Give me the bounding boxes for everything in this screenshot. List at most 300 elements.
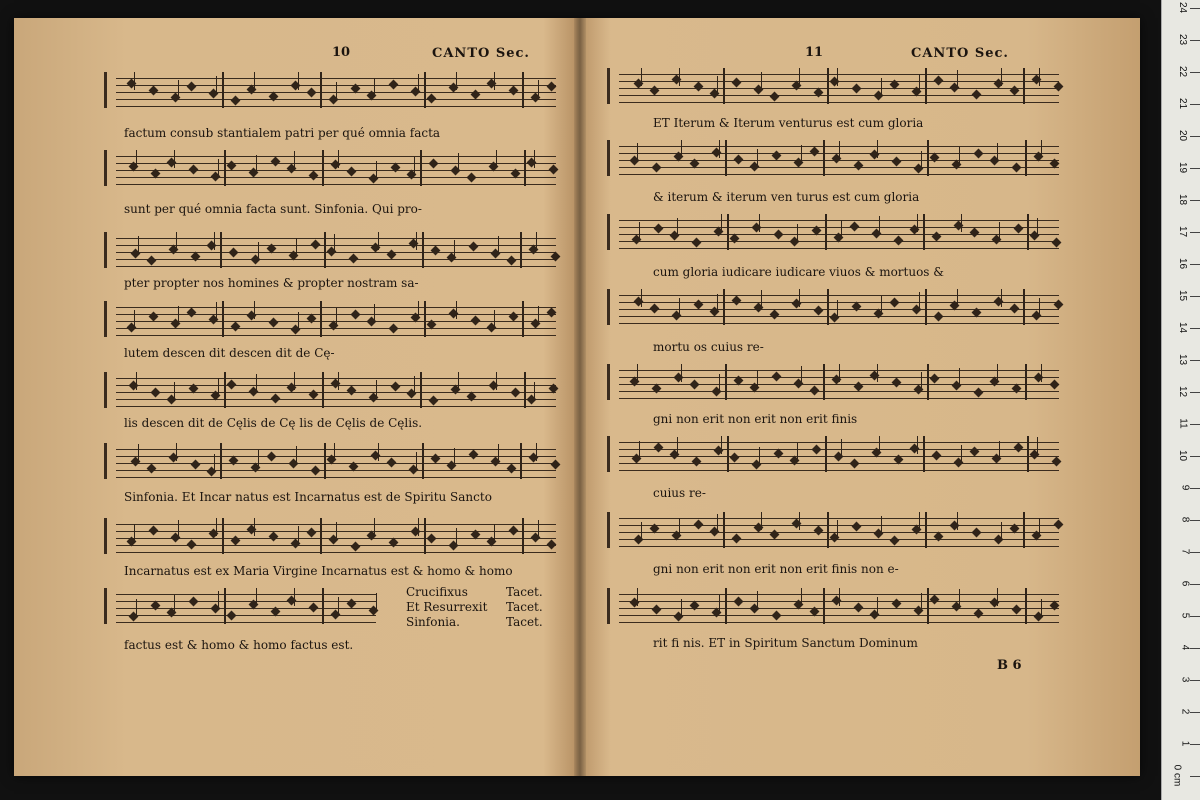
ruler-tick (1190, 712, 1200, 713)
ruler-tick (1190, 40, 1200, 41)
bar-line (522, 518, 524, 554)
bar-line (320, 518, 322, 554)
music-note (852, 522, 862, 532)
music-note (227, 611, 237, 621)
note-stem (797, 443, 798, 461)
bar-line (925, 68, 927, 104)
music-note (894, 455, 904, 465)
bar-line (222, 518, 224, 554)
music-staff-3 (116, 232, 556, 268)
music-note (229, 456, 239, 466)
tacet-value-2: Tacet. (506, 600, 543, 614)
note-stem (494, 310, 495, 328)
bar-line (322, 150, 324, 186)
note-stem (801, 588, 802, 606)
note-stem (637, 143, 638, 161)
music-note (547, 540, 557, 550)
ruler-number: 11 (1177, 418, 1189, 429)
music-staff-r5 (619, 364, 1059, 400)
note-stem (997, 364, 998, 382)
music-note (149, 312, 159, 322)
music-note (1012, 384, 1022, 394)
music-note (970, 228, 980, 238)
note-stem (418, 518, 419, 536)
bar-line (1023, 289, 1025, 325)
ruler-number: 6 (1179, 580, 1191, 587)
note-stem (178, 520, 179, 538)
music-note (814, 88, 824, 98)
bar-line (1025, 364, 1027, 400)
music-note (1012, 605, 1022, 615)
bar-line (927, 140, 929, 176)
note-stem (677, 218, 678, 236)
bar-line (923, 436, 925, 472)
note-stem (959, 368, 960, 386)
ruler-number: 12 (1176, 385, 1188, 398)
right-folio: 11 (805, 45, 824, 60)
music-note (1010, 86, 1020, 96)
music-note (391, 382, 401, 392)
note-stem (881, 78, 882, 96)
note-stem (296, 446, 297, 464)
music-note (1012, 163, 1022, 173)
music-staff-r1 (619, 68, 1059, 104)
music-note (307, 88, 317, 98)
music-note (351, 542, 361, 552)
note-stem (298, 72, 299, 90)
ruler-tick (1190, 168, 1200, 169)
music-note (814, 306, 824, 316)
music-note (694, 520, 704, 530)
music-note (267, 452, 277, 462)
music-note (511, 169, 521, 179)
note-stem (921, 593, 922, 611)
music-note (854, 382, 864, 392)
music-note (850, 459, 860, 469)
note-stem (881, 296, 882, 314)
note-stem (881, 516, 882, 534)
note-stem (1039, 518, 1040, 536)
note-stem (1039, 68, 1040, 86)
note-stem (498, 236, 499, 254)
right-lyric-2: & iterum & iterum ven turus est cum gloria (653, 190, 920, 204)
note-stem (639, 441, 640, 459)
ruler-tick (1190, 584, 1200, 585)
note-stem (959, 147, 960, 165)
note-stem (258, 450, 259, 468)
ruler-tick (1190, 264, 1200, 265)
note-stem (174, 382, 175, 400)
bar-line (1025, 588, 1027, 624)
music-note (652, 384, 662, 394)
music-staff-r8 (619, 588, 1059, 624)
note-stem (134, 72, 135, 90)
bar-line (520, 232, 522, 268)
music-note (549, 165, 559, 175)
note-stem (174, 595, 175, 613)
bar-line (424, 301, 426, 337)
music-note (770, 92, 780, 102)
music-note (854, 161, 864, 171)
left-folio: 10 (332, 45, 351, 60)
bar-line (422, 443, 424, 479)
music-note (770, 530, 780, 540)
bar-line (723, 68, 725, 104)
bar-line (320, 72, 322, 108)
note-stem (334, 234, 335, 252)
note-stem (877, 597, 878, 615)
note-stem (494, 72, 495, 90)
note-stem (136, 599, 137, 617)
note-stem (216, 518, 217, 536)
music-note (892, 157, 902, 167)
note-stem (294, 372, 295, 390)
ruler-number: 5 (1179, 612, 1191, 619)
note-stem (799, 68, 800, 86)
note-stem (961, 445, 962, 463)
music-note (271, 394, 281, 404)
note-stem (757, 591, 758, 609)
bar-line (823, 588, 825, 624)
ruler-tick (1190, 232, 1200, 233)
music-note (311, 466, 321, 476)
note-stem (681, 364, 682, 382)
note-stem (256, 588, 257, 606)
note-stem (879, 216, 880, 234)
note-stem (799, 289, 800, 307)
music-note (507, 256, 517, 266)
right-header: CANTO Sec. (911, 46, 1009, 61)
ruler-number: 16 (1176, 257, 1188, 270)
left-lyric-5: lis descen dit de Cęlis de Cę lis de Cęlis de Cęlis. (124, 416, 423, 430)
ruler-number: 9 (1179, 484, 1191, 491)
music-note (1054, 300, 1064, 310)
note-stem (456, 72, 457, 90)
left-header: CANTO Sec. (432, 46, 530, 61)
music-note (347, 599, 357, 609)
ruler-tick (1190, 296, 1200, 297)
note-stem (138, 444, 139, 462)
music-note (189, 384, 199, 394)
note-stem (498, 444, 499, 462)
music-note (770, 310, 780, 320)
music-note (387, 250, 397, 260)
music-note (654, 443, 664, 453)
music-note (810, 147, 820, 157)
left-lyric-1: factum consub stantialem patri per qué omnia facta (124, 126, 441, 140)
right-lyric-6: cuius re- (653, 486, 706, 500)
note-stem (1001, 68, 1002, 86)
note-stem (797, 224, 798, 242)
bar-line (727, 214, 729, 250)
bar-line (220, 232, 222, 268)
music-note (972, 90, 982, 100)
ruler-number: 20 (1176, 129, 1188, 142)
tacet-label-2: Et Resurrexit (406, 600, 488, 614)
bar-line (420, 150, 422, 186)
music-note (191, 252, 201, 262)
music-note (149, 526, 159, 536)
note-stem (877, 140, 878, 158)
ruler-number: 1 (1179, 740, 1191, 747)
music-note (934, 532, 944, 542)
note-stem (919, 74, 920, 92)
music-note (734, 376, 744, 386)
music-note (690, 380, 700, 390)
right-lyric-4: mortu os cuius re- (653, 340, 764, 354)
right-lyric-3: cum gloria iudicare iudicare viuos & mortuos & (653, 265, 944, 279)
note-stem (136, 372, 137, 390)
bar-line (827, 289, 829, 325)
music-note (347, 386, 357, 396)
music-note (774, 230, 784, 240)
music-note (974, 609, 984, 619)
music-note (814, 526, 824, 536)
music-note (187, 308, 197, 318)
bar-line (923, 214, 925, 250)
note-stem (839, 364, 840, 382)
music-note (932, 451, 942, 461)
open-book (14, 18, 1140, 776)
music-note (732, 296, 742, 306)
note-stem (1037, 437, 1038, 455)
note-stem (801, 145, 802, 163)
bar-line (927, 364, 929, 400)
note-stem (536, 443, 537, 461)
note-stem (298, 526, 299, 544)
note-stem (919, 512, 920, 530)
ruler-number: 24 (1176, 1, 1188, 14)
page-signature: B 6 (997, 658, 1022, 673)
note-stem (494, 524, 495, 542)
music-note (690, 601, 700, 611)
music-note (890, 536, 900, 546)
note-stem (218, 378, 219, 396)
ruler-tick (1190, 104, 1200, 105)
music-note (652, 163, 662, 173)
note-stem (837, 68, 838, 86)
music-note (509, 312, 519, 322)
note-stem (374, 304, 375, 322)
right-lyric-7: gni non erit non erit non erit finis non e- (653, 562, 899, 576)
left-lyric-6: Sinfonia. Et Incar natus est Incarnatus est de Spiritu Sancto (124, 490, 492, 504)
music-note (189, 165, 199, 175)
note-stem (757, 149, 758, 167)
music-note (269, 92, 279, 102)
ruler-tick (1190, 648, 1200, 649)
note-stem (841, 220, 842, 238)
music-note (730, 453, 740, 463)
ruler-tick (1190, 392, 1200, 393)
music-note (231, 322, 241, 332)
bar-line (424, 518, 426, 554)
music-note (309, 390, 319, 400)
music-note (311, 240, 321, 250)
note-stem (336, 308, 337, 326)
music-note (930, 153, 940, 163)
music-note (934, 312, 944, 322)
music-note (930, 595, 940, 605)
bar-line (725, 588, 727, 624)
bar-line (222, 72, 224, 108)
note-stem (1001, 289, 1002, 307)
music-staff-8 (116, 588, 376, 624)
music-note (189, 597, 199, 607)
bar-line (224, 372, 226, 408)
music-note (427, 94, 437, 104)
music-note (650, 304, 660, 314)
note-stem (136, 150, 137, 168)
music-note (471, 530, 481, 540)
measurement-ruler (1161, 0, 1200, 800)
bar-line (520, 443, 522, 479)
note-stem (761, 512, 762, 530)
bar-line (823, 140, 825, 176)
note-stem (254, 72, 255, 90)
music-note (551, 252, 561, 262)
ruler-tick (1190, 552, 1200, 553)
note-stem (178, 80, 179, 98)
music-staff-r4 (619, 289, 1059, 325)
bar-line (424, 72, 426, 108)
bar-line (723, 512, 725, 548)
ruler-number: 17 (1176, 225, 1188, 238)
ruler-tick (1190, 136, 1200, 137)
music-note (852, 302, 862, 312)
note-stem (458, 372, 459, 390)
note-stem (957, 512, 958, 530)
tacet-value-3: Tacet. (506, 615, 543, 629)
note-stem (458, 153, 459, 171)
music-note (271, 607, 281, 617)
music-note (732, 534, 742, 544)
ruler-tick (1190, 680, 1200, 681)
ruler-number: 23 (1176, 33, 1188, 46)
note-stem (1037, 218, 1038, 236)
music-note (469, 242, 479, 252)
note-stem (997, 143, 998, 161)
music-note (972, 528, 982, 538)
note-stem (837, 520, 838, 538)
music-note (347, 167, 357, 177)
music-note (1050, 601, 1060, 611)
note-stem (841, 439, 842, 457)
note-stem (839, 588, 840, 606)
note-stem (378, 232, 379, 250)
music-note (427, 320, 437, 330)
note-stem (176, 443, 177, 461)
note-stem (376, 161, 377, 179)
music-note (850, 222, 860, 232)
music-note (734, 597, 744, 607)
note-stem (681, 599, 682, 617)
bar-line (925, 512, 927, 548)
music-note (1052, 457, 1062, 467)
music-note (389, 538, 399, 548)
music-note (930, 374, 940, 384)
note-stem (959, 589, 960, 607)
note-stem (1001, 522, 1002, 540)
music-note (309, 603, 319, 613)
note-stem (681, 140, 682, 158)
note-stem (214, 454, 215, 472)
music-note (549, 384, 559, 394)
ruler-tick (1190, 200, 1200, 201)
note-stem (378, 443, 379, 461)
bar-line (220, 443, 222, 479)
note-stem (254, 301, 255, 319)
note-stem (1041, 140, 1042, 158)
music-note (467, 173, 477, 183)
bar-line (420, 372, 422, 408)
music-note (267, 244, 277, 254)
music-note (890, 80, 900, 90)
note-stem (721, 214, 722, 232)
music-note (810, 607, 820, 617)
note-stem (879, 436, 880, 454)
music-note (509, 86, 519, 96)
music-note (231, 96, 241, 106)
note-stem (456, 301, 457, 319)
music-note (511, 388, 521, 398)
note-stem (538, 520, 539, 538)
music-note (471, 90, 481, 100)
music-note (151, 169, 161, 179)
music-note (772, 151, 782, 161)
music-note (812, 445, 822, 455)
music-staff-r2 (619, 140, 1059, 176)
note-stem (919, 292, 920, 310)
note-stem (294, 588, 295, 606)
bar-line (825, 214, 827, 250)
bar-line (1023, 68, 1025, 104)
note-stem (641, 522, 642, 540)
note-stem (218, 591, 219, 609)
music-note (932, 232, 942, 242)
music-note (391, 163, 401, 173)
music-note (191, 460, 201, 470)
bar-line (422, 232, 424, 268)
music-note (852, 84, 862, 94)
music-staff-r6 (619, 436, 1059, 472)
music-note (389, 324, 399, 334)
music-note (427, 534, 437, 544)
bar-line (522, 72, 524, 108)
music-note (349, 254, 359, 264)
music-note (307, 528, 317, 538)
note-stem (334, 443, 335, 461)
music-note (690, 159, 700, 169)
ruler-tick (1190, 360, 1200, 361)
music-note (1054, 520, 1064, 530)
note-stem (138, 236, 139, 254)
note-stem (717, 294, 718, 312)
bar-line (723, 289, 725, 325)
note-stem (679, 518, 680, 536)
note-stem (418, 301, 419, 319)
tacet-label-1: Crucifixus (406, 585, 468, 599)
music-note (309, 171, 319, 181)
note-stem (639, 222, 640, 240)
note-stem (1041, 599, 1042, 617)
bar-line (925, 289, 927, 325)
ruler-number: 4 (1179, 644, 1191, 651)
note-stem (416, 232, 417, 250)
music-note (772, 611, 782, 621)
note-stem (376, 380, 377, 398)
note-stem (134, 524, 135, 542)
note-stem (641, 68, 642, 86)
